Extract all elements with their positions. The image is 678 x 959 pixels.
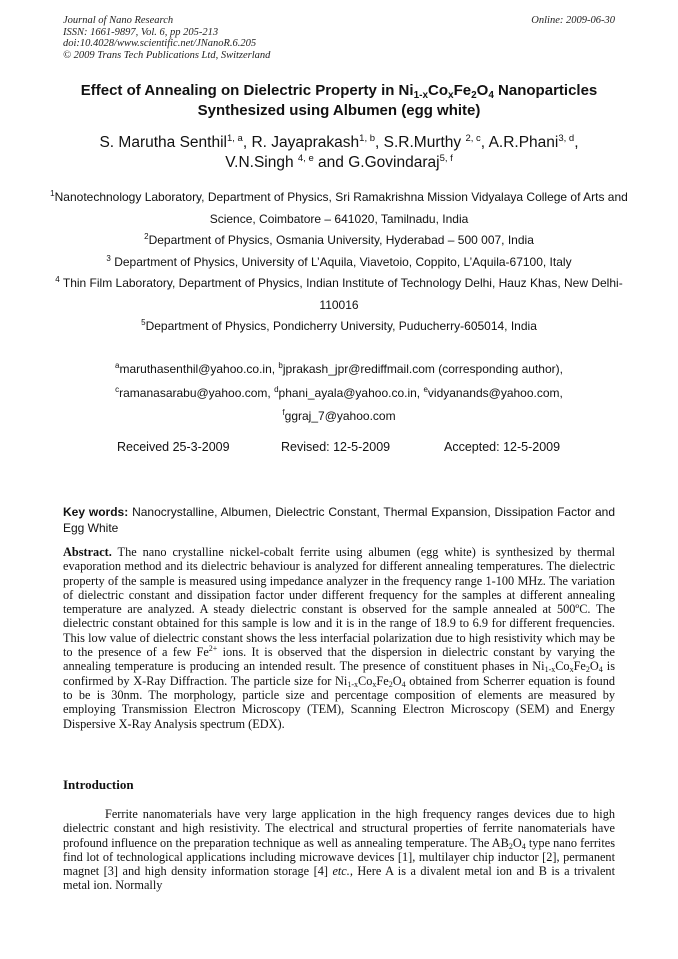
doi-line: doi:10.4028/www.scientific.net/JNanoR.6.205 — [63, 38, 257, 50]
author-mark: 5, f — [439, 153, 453, 164]
section-heading: Introduction — [63, 777, 134, 792]
author-name: G.Govindaraj — [348, 154, 440, 171]
author-name: A.R.Phani — [488, 134, 559, 151]
author-mark: 4, e — [297, 153, 314, 164]
title-subscript: 2 — [471, 90, 477, 101]
title-text: O — [476, 82, 489, 99]
affiliation-list — [50, 187, 628, 338]
issn-line: ISSN: 1661-9897, Vol. 6, pp 205-213 — [63, 26, 219, 38]
email-mark: c — [115, 384, 120, 394]
author-sep: , — [242, 134, 252, 151]
formula-sub: 4 — [521, 841, 526, 851]
affiliation-text: Thin Film Laboratory, Department of Physics, Indian Institute of Technology Delhi, Hauz Khas, New Delhi-110016 — [59, 276, 623, 312]
author-name: S. Marutha Senthil — [99, 134, 227, 151]
author-sep: and — [313, 154, 349, 171]
author-name: S.R.Murthy — [383, 134, 466, 151]
formula-sub: 4 — [598, 665, 603, 675]
keywords-text: Nanocrystalline, Albumen, Dielectric Constant, Thermal Expansion, Dissipation Factor and Egg White — [63, 505, 615, 535]
paragraph-text: Ferrite nanomaterials have very large application in the high frequency ranges devices due to high dielectric constant and high resistivity. The electrical and structural properties of ferrite nanomaterials have profound influence on the preparation technique as well as annealing temperature. The AB — [63, 807, 615, 850]
received-date: Received 25-3-2009 — [117, 440, 230, 454]
email-mark: b — [278, 361, 283, 370]
affiliation-mark: 2 — [144, 232, 149, 241]
affiliation — [50, 273, 628, 316]
affiliation — [50, 230, 628, 252]
author-sep: , — [574, 134, 579, 151]
author-list — [40, 133, 638, 173]
author-sep: , — [375, 134, 384, 151]
paragraph-text: type nano ferrites find lot of technological applications including microwave devices [1], multilayer chip inductor [2], permanent magnet [3] and high density information storage [4] — [63, 835, 615, 879]
revised-date: Revised: 12-5-2009 — [281, 440, 391, 454]
accepted-date: Accepted: 12-5-2009 — [444, 440, 561, 454]
formula-text: Fe — [376, 673, 389, 688]
author-sep: , — [480, 134, 489, 151]
title-text: Effect of Annealing on Dielectric Property in Ni — [80, 82, 414, 99]
abstract-text: The nano crystalline nickel-cobalt ferrite using albumen (egg white) is synthesized by thermal evaporation method and its dielectric behaviour is analyzed for different annealing temperatures. The dielectric property of the sample is measured using impedance analyzer in the frequency range 1-100 MHz. The variation of dielectric constant and dissipation factor under different frequency for the samples at different annealing temperature are analyzed. A steady dielectric constant is observed for the sample annealed at 500ºC. The dielectric constant obtained for this sample is low and it is in the range of 18.9 to 6.9 for different frequencies. This low value of dielectric constant shows the less interfacial polarization due to high resistivity which may be to the presence of a few Fe — [63, 545, 615, 660]
keywords — [63, 505, 615, 536]
paragraph-text: Here A is a divalent metal ion and B is a trivalent metal ion. Normally — [63, 864, 615, 893]
ion-charge: 2+ — [208, 644, 218, 654]
formula-text: Co — [358, 673, 373, 688]
formula-sub: 1-x — [544, 665, 556, 675]
formula-sub: x — [569, 665, 574, 675]
formula-text: O — [589, 659, 599, 674]
affiliation-text: Department of Physics, University of L’Aquila, Viavetoio, Coppito, L’Aquila-67100, Italy — [110, 254, 572, 269]
email-address[interactable]: phani_ayala@yahoo.co.in, — [278, 385, 424, 400]
etc-italic: etc., — [332, 864, 353, 879]
title-subscript: 4 — [488, 90, 494, 101]
formula-text: O — [512, 835, 522, 850]
email-mark: a — [115, 361, 120, 370]
formula-sub: 1-x — [347, 679, 359, 689]
email-address[interactable]: maruthasenthil@yahoo.co.in, — [119, 362, 279, 376]
keywords-label: Key words: — [63, 505, 129, 519]
paper-title — [40, 81, 638, 121]
affiliation — [50, 252, 628, 274]
author-mark: 1, a — [226, 133, 243, 144]
formula-sub: 2 — [508, 841, 513, 851]
affiliation-mark: 3 — [106, 253, 111, 263]
abstract-text: ions. It is observed that the dispersion in dielectric constant by varying the annealing temperature is producing an intended result. The presence of constituent phases in Ni — [63, 645, 615, 674]
title-subscript: 1-x — [413, 90, 429, 101]
affiliation — [50, 316, 628, 338]
formula-sub: 2 — [585, 665, 590, 675]
online-date: Online: 2009-06-30 — [531, 15, 615, 26]
affiliation-mark: 4 — [55, 275, 60, 284]
email-address[interactable]: jprakash_jpr@rediffmail.com (corresponding author), — [282, 362, 563, 376]
introduction-paragraph — [63, 807, 615, 893]
author-name: R. Jayaprakash — [251, 134, 360, 151]
title-text: Nanoparticles Synthesized using Albumen (egg white) — [197, 82, 598, 119]
formula-text: Fe — [573, 659, 586, 674]
affiliation-text: Department of Physics, Pondicherry University, Puducherry-605014, India — [145, 319, 537, 333]
email-address[interactable]: ramanasarabu@yahoo.com, — [119, 385, 275, 400]
journal-name: Journal of Nano Research — [63, 15, 174, 26]
email-address[interactable]: vidyanands@yahoo.com, — [427, 385, 563, 400]
email-list — [50, 358, 628, 429]
title-text: Co — [428, 82, 449, 99]
copyright-line: © 2009 Trans Tech Publications Ltd, Switzerland — [63, 49, 271, 61]
author-mark: 2, c — [465, 133, 481, 144]
abstract-text: obtained from Scherrer equation is found to be is 30nm. The morphology, particle size and percentage composition of elements are measured by employing Transmission Electron Microscopy (TEM), Scanning Electron Microscopy (SEM) and Energy Dispersive X-Ray Analysis spectrum (EDX). — [63, 673, 615, 731]
affiliation-text: Department of Physics, Osmania University, Hyderabad – 500 007, India — [148, 233, 534, 247]
email-mark: e — [423, 384, 428, 394]
formula-sub: 4 — [401, 679, 406, 689]
abstract-text: is confirmed by X-Ray Diffraction. The particle size for Ni — [63, 659, 615, 688]
email-address[interactable]: ggraj_7@yahoo.com — [284, 409, 396, 423]
formula-text: O — [392, 673, 402, 688]
email-mark: d — [274, 384, 279, 394]
journal-header — [63, 15, 270, 61]
abstract-label: Abstract. — [63, 545, 112, 559]
formula-text: Co — [555, 659, 570, 674]
affiliation-mark: 1 — [50, 189, 55, 198]
affiliation-text: Nanotechnology Laboratory, Department of Physics, Sri Ramakrishna Mission Vidyalaya College of Arts and Science, Coimbatore – 641020, Tamilnadu, India — [54, 190, 628, 226]
author-mark: 3, d — [558, 133, 575, 144]
author-mark: 1, b — [359, 133, 376, 144]
affiliation — [50, 187, 628, 230]
title-subscript: x — [448, 90, 454, 101]
abstract — [63, 545, 615, 731]
author-name: V.N.Singh — [225, 154, 298, 171]
title-text: Fe — [453, 82, 472, 99]
formula-sub: x — [372, 679, 377, 689]
affiliation-mark: 5 — [141, 318, 146, 327]
formula-sub: 2 — [388, 679, 393, 689]
email-mark: f — [282, 408, 285, 417]
